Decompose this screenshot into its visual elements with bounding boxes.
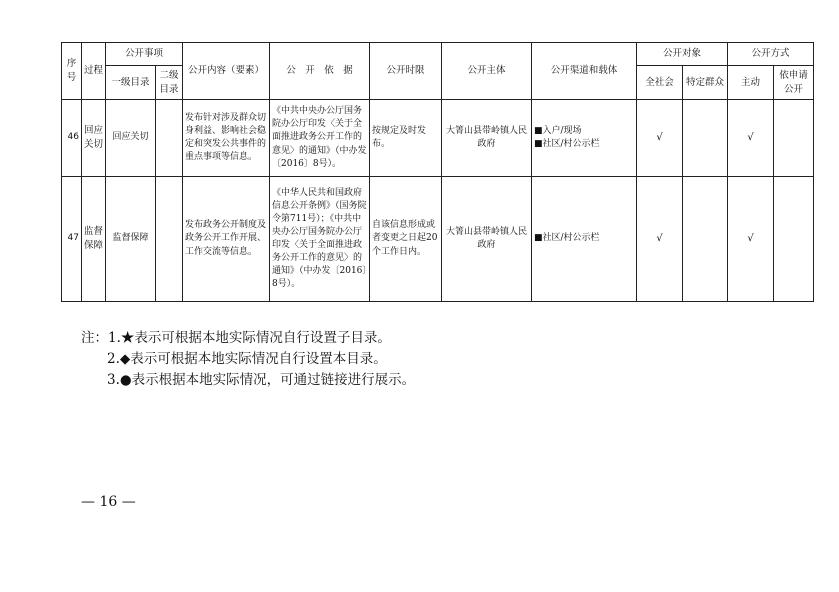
row-level2 <box>156 177 183 302</box>
header-process: 过程 <box>82 43 106 100</box>
footnote-3: 3.●表示根据本地实际情况，可通过链接进行展示。 <box>107 372 416 388</box>
row-target-specific <box>683 100 728 177</box>
row-channel <box>532 100 637 177</box>
row-subject: 大箐山县带岭镇人民政府 <box>442 100 532 177</box>
row-method-active: √ <box>728 100 774 177</box>
row-basis: 《中华人民共和国政府信息公开条例》（国务院令第711号）；《中共中央办公厅国务院办公厅印发〈关于全面推进政务公开工作的意见〉的通知》（中办发〔2016〕8号）。 <box>270 177 370 302</box>
row-target-all: √ <box>637 100 683 177</box>
header-row-top <box>62 43 814 66</box>
header-level1: 一级目录 <box>106 66 156 100</box>
header-content: 公开内容（要素） <box>183 43 270 100</box>
header-time: 公开时限 <box>370 43 442 100</box>
row-process: 回应关切 <box>82 100 106 177</box>
footnote-2: 2.◆表示可根据本地实际情况自行设置本目录。 <box>107 351 387 367</box>
disclosure-table <box>61 42 814 302</box>
row-subject: 大箐山县带岭镇人民政府 <box>442 177 532 302</box>
row-level2 <box>156 100 183 177</box>
channel-item: ■入户/现场 <box>534 125 582 136</box>
header-items: 公开事项 <box>106 43 183 66</box>
header-seq: 序号 <box>62 43 82 100</box>
header-method-active: 主动 <box>728 66 774 100</box>
header-target: 公开对象 <box>637 43 728 66</box>
row-level1: 回应关切 <box>106 100 156 177</box>
row-seq: 46 <box>62 100 82 177</box>
header-target-all: 全社会 <box>637 66 683 100</box>
header-level2: 二级目录 <box>156 66 183 100</box>
footnote-1: 注：1.★表示可根据本地实际情况自行设置子目录。 <box>81 330 391 346</box>
row-basis: 《中共中央办公厅国务院办公厅印发〈关于全面推进政务公开工作的意见〉的通知》（中办发〔2016〕8号）。 <box>270 100 370 177</box>
footnotes <box>81 328 415 391</box>
channel-item: ■社区/村公示栏 <box>534 233 600 244</box>
row-seq: 47 <box>62 177 82 302</box>
row-content: 发布政务公开制度及政务公开工作开展、工作交流等信息。 <box>183 177 270 302</box>
header-basis: 公 开 依 据 <box>270 43 370 100</box>
row-target-all: √ <box>637 177 683 302</box>
row-method-active: √ <box>728 177 774 302</box>
table-row <box>62 100 814 177</box>
row-level1: 监督保障 <box>106 177 156 302</box>
row-method-request <box>774 100 814 177</box>
row-content: 发布针对涉及群众切身利益、影响社会稳定和突发公共事件的重点事项等信息。 <box>183 100 270 177</box>
header-channel: 公开渠道和载体 <box>532 43 637 100</box>
page-number: — 16 — <box>81 494 136 510</box>
row-time: 按规定及时发布。 <box>370 100 442 177</box>
header-subject: 公开主体 <box>442 43 532 100</box>
row-time: 自该信息形成或者变更之日起20个工作日内。 <box>370 177 442 302</box>
header-target-specific: 特定群众 <box>683 66 728 100</box>
table-row <box>62 177 814 302</box>
row-channel <box>532 177 637 302</box>
row-method-request <box>774 177 814 302</box>
row-target-specific <box>683 177 728 302</box>
row-process: 监督保障 <box>82 177 106 302</box>
header-method: 公开方式 <box>728 43 814 66</box>
channel-item: ■社区/村公示栏 <box>534 139 600 149</box>
header-method-request: 依申请公开 <box>774 66 814 100</box>
